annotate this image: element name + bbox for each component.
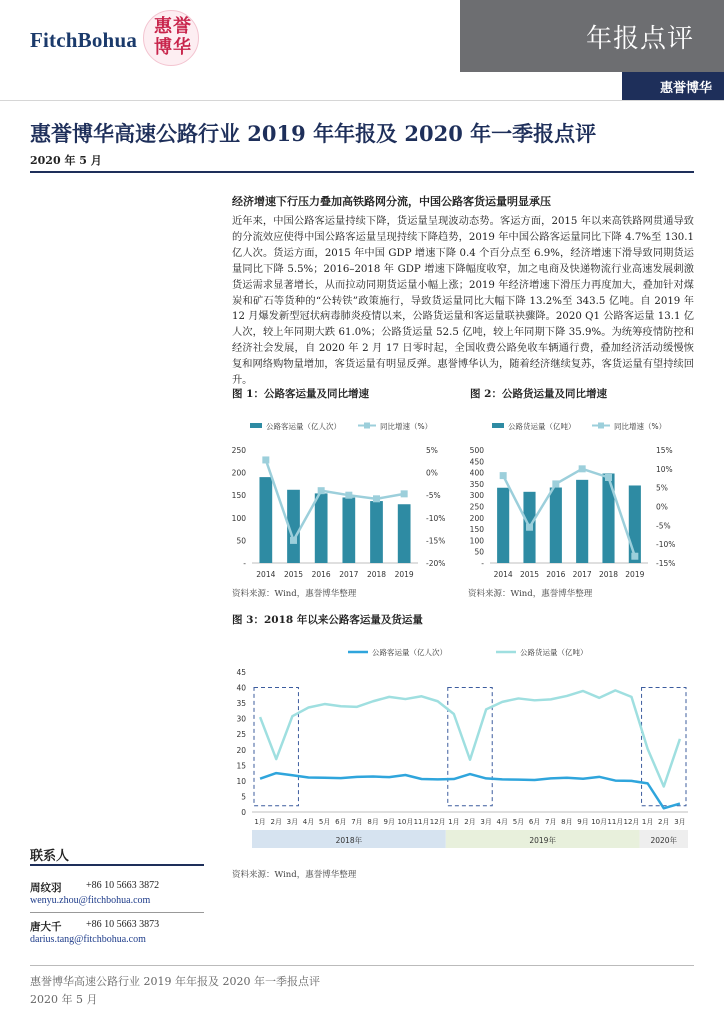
x-tick-label: 2019 — [625, 570, 645, 579]
y-left-tick-label: 400 — [469, 468, 484, 478]
legend-label: 公路货运量（亿吨） — [508, 422, 576, 431]
logo-char: 誉 — [173, 16, 191, 37]
x-tick-label: 1月 — [254, 818, 266, 826]
legend-marker — [598, 423, 604, 429]
footer-date: 2020 年 5 月 — [30, 993, 98, 1006]
bar — [398, 504, 411, 563]
legend-label: 同比增速（%） — [614, 422, 667, 431]
brand-name: 惠誉博华 — [659, 81, 712, 96]
logo-char: 华 — [173, 37, 191, 58]
x-tick-label: 2017 — [339, 570, 359, 579]
x-tick-label: 2016 — [311, 570, 331, 579]
contact-phone: +86 10 5663 3873 — [86, 919, 160, 930]
q1-highlight-box — [448, 688, 492, 806]
y-tick-label: 0 — [241, 808, 246, 817]
growth-point — [318, 487, 325, 494]
contact-email-link[interactable]: darius.tang@fitchbohua.com — [30, 934, 146, 945]
y-left-tick-label: 50 — [474, 547, 484, 557]
x-tick-label: 5月 — [512, 818, 525, 826]
footer-divider — [30, 965, 694, 966]
y-tick-label: 5 — [241, 792, 246, 802]
y-tick-label: 20 — [236, 745, 246, 755]
bar — [629, 485, 641, 563]
x-tick-label: 7月 — [351, 818, 363, 826]
growth-point — [579, 465, 586, 472]
header-bar — [0, 72, 724, 100]
y-tick-label: 15 — [236, 761, 246, 771]
figure-1-source: 资料来源：Wind，惠誉博华整理 — [232, 589, 357, 599]
x-tick-label: 12月 — [623, 818, 640, 826]
title-divider — [30, 171, 694, 173]
figure-2-title: 图 2：公路货运量及同比增速 — [470, 388, 607, 400]
growth-line — [266, 460, 404, 540]
y-left-tick-label: 300 — [469, 491, 484, 501]
y-left-tick-label: 250 — [231, 446, 246, 455]
x-tick-label: 7月 — [545, 818, 557, 826]
bar — [497, 488, 509, 563]
y-left-tick-label: 100 — [469, 536, 484, 546]
x-tick-label: 10月 — [591, 818, 608, 826]
x-tick-label: 10月 — [397, 818, 414, 826]
contact-phone: +86 10 5663 3872 — [86, 880, 160, 891]
year-label: 2019年 — [529, 836, 556, 845]
y-right-tick-label: -10% — [656, 540, 676, 550]
x-tick-label: 2019 — [394, 570, 414, 579]
bar — [370, 501, 383, 563]
growth-point — [401, 490, 408, 497]
x-tick-label: 8月 — [561, 818, 573, 826]
y-tick-label: 40 — [236, 683, 246, 693]
contact-name: 周纹羽 — [30, 882, 62, 894]
growth-point — [552, 480, 559, 487]
x-tick-label: 2月 — [464, 818, 476, 826]
bar — [342, 497, 355, 563]
growth-line — [503, 469, 635, 556]
y-right-tick-label: -5% — [656, 521, 671, 531]
x-tick-label: 6月 — [528, 818, 541, 826]
y-right-tick-label: 5% — [426, 446, 438, 455]
contact-name: 唐大千 — [30, 921, 62, 933]
y-tick-label: 10 — [236, 776, 246, 786]
x-tick-label: 2018 — [366, 570, 387, 579]
y-left-tick-label: 250 — [469, 502, 484, 512]
x-tick-label: 8月 — [367, 818, 379, 826]
logo-char: 博 — [154, 37, 172, 58]
y-right-tick-label: -5% — [426, 491, 441, 501]
header-banner — [460, 0, 724, 72]
y-tick-label: 30 — [236, 714, 246, 724]
x-tick-label: 3月 — [286, 818, 299, 826]
x-tick-label: 1月 — [448, 818, 460, 826]
x-tick-label: 4月 — [496, 818, 509, 826]
x-tick-label: 4月 — [302, 818, 315, 826]
document-date: 2020 年 5 月 — [30, 154, 102, 167]
bar — [576, 480, 588, 563]
contacts-divider — [30, 864, 204, 866]
year-label: 2018年 — [335, 836, 363, 845]
x-tick-label: 12月 — [429, 818, 446, 826]
figure-3-chart — [228, 640, 694, 856]
figure-2-source: 资料来源：Wind，惠誉博华整理 — [468, 589, 593, 599]
x-tick-label: 2018 — [598, 570, 619, 579]
y-left-tick-label: 450 — [469, 457, 484, 467]
y-left-tick-label: 500 — [469, 446, 484, 455]
x-tick-label: 6月 — [335, 818, 347, 826]
series-line — [260, 690, 680, 786]
y-left-tick-label: 50 — [236, 536, 246, 546]
figure-2-chart — [462, 414, 694, 584]
x-tick-label: 9月 — [383, 818, 395, 826]
x-tick-label: 5月 — [318, 818, 331, 826]
y-right-tick-label: -20% — [426, 559, 446, 568]
growth-point — [631, 553, 638, 560]
x-tick-label: 9月 — [577, 818, 589, 826]
y-left-tick-label: 150 — [469, 525, 484, 535]
y-left-tick-label: - — [481, 559, 484, 568]
x-tick-label: 11月 — [607, 818, 624, 826]
figure-1-title: 图 1：公路客运量及同比增速 — [232, 388, 369, 400]
year-label: 2020年 — [650, 836, 678, 845]
legend-swatch-bar — [492, 423, 504, 428]
y-left-tick-label: 100 — [231, 513, 246, 523]
x-tick-label: 11月 — [413, 818, 430, 826]
x-tick-label: 3月 — [480, 818, 492, 826]
contact-divider — [30, 912, 204, 913]
growth-point — [290, 537, 297, 544]
x-tick-label: 2014 — [256, 570, 276, 579]
y-right-tick-label: -10% — [426, 513, 446, 523]
growth-point — [262, 456, 269, 463]
x-tick-label: 2016 — [546, 570, 566, 579]
y-right-tick-label: -15% — [656, 559, 676, 568]
y-left-tick-label: 150 — [231, 491, 246, 501]
legend-label: 公路客运量（亿人次） — [266, 422, 341, 431]
bar — [259, 477, 272, 563]
growth-point — [345, 492, 352, 499]
legend-label: 公路客运量（亿人次） — [372, 648, 447, 657]
series-line — [260, 773, 680, 808]
fitchbohua-logo-badge — [143, 10, 199, 66]
brand-box — [622, 72, 724, 100]
bar — [550, 488, 562, 563]
legend-label: 同比增速（%） — [380, 422, 433, 431]
growth-point — [500, 472, 507, 479]
report-type-title: 年报点评 — [585, 24, 694, 54]
growth-point — [605, 474, 612, 481]
contacts-title: 联系人 — [30, 849, 70, 864]
growth-point — [373, 495, 380, 502]
y-right-tick-label: 0% — [656, 502, 668, 512]
y-tick-label: 45 — [236, 668, 246, 677]
y-left-tick-label: 200 — [231, 468, 246, 478]
figure-3-source: 资料来源：Wind，惠誉博华整理 — [232, 870, 357, 880]
x-tick-label: 2017 — [572, 570, 592, 579]
x-tick-label: 3月 — [674, 818, 686, 826]
section-heading: 经济增速下行压力叠加高铁路网分流，中国公路客货运量明显承压 — [232, 195, 551, 208]
y-right-tick-label: -15% — [426, 536, 446, 546]
figure-1-chart — [228, 414, 458, 584]
growth-point — [526, 524, 533, 531]
x-tick-label: 1月 — [641, 818, 654, 826]
logo-char: 惠 — [154, 16, 172, 37]
y-left-tick-label: 200 — [469, 513, 484, 523]
x-tick-label: 2015 — [519, 570, 540, 579]
x-tick-label: 2月 — [270, 818, 282, 826]
x-tick-label: 2014 — [493, 570, 513, 579]
footer-title: 惠誉博华高速公路行业 2019 年年报及 2020 年一季报点评 — [30, 975, 320, 988]
y-right-tick-label: 0% — [426, 468, 438, 478]
y-tick-label: 25 — [236, 730, 246, 740]
legend-marker — [364, 423, 370, 429]
q1-highlight-box — [254, 688, 298, 806]
y-left-tick-label: 350 — [469, 479, 484, 489]
y-right-tick-label: 10% — [656, 464, 673, 474]
legend-swatch-bar — [250, 423, 262, 428]
x-tick-label: 2月 — [658, 818, 670, 826]
document-title: 惠誉博华高速公路行业 2019 年年报及 2020 年一季报点评 — [30, 121, 597, 146]
y-tick-label: 35 — [236, 699, 246, 709]
body-paragraph: 近年来，中国公路客运量持续下降，货运量呈现波动态势。客运方面，2015 年以来高铁路网贯通导致的分流效应使得中国公路客运量呈现持续下降趋势，2019 年中国公路客运量同比下降 4.7%至 130.1 亿人次。货运方面，2015 年中国 GDP 增速下降 0.4 个百分点至 6.9%，经济增速下滑导致同期货运量同比下降 5.5%；2016–2018 年 GDP 增速下降幅度收窄，加之电商及快递物流行业高速发展刺激货运需求显著增长，从而拉动同期货运量小幅上涨；2019 年经济增速下滑压力再度加大，叠加针对煤炭和矿石等货种的“公转铁”政策施行，导致货运量同比大幅下降 13.2%至 343.5 亿吨。自 2019 年 12 月爆发新型冠状病毒肺炎疫情以来，公路货运量和客运量联袂骤降。2020 Q1 公路客运量 13.1 亿人次，较上年同期大跌 61.0%；公路货运量 52.5 亿吨，较上年同期下降 35.9%。为统筹疫情防控和经济社会发展，自 2020 年 2 月 17 日零时起，全国收费公路免收车辆通行费，叠加经济活动缓慢恢复和网络购物量增加，客货运量有明显反弹。惠誉博华认为，随着经济继续复苏，客货运量有望持续回升。 — [232, 216, 694, 387]
contact-email-link[interactable]: wenyu.zhou@fitchbohua.com — [30, 895, 151, 906]
y-left-tick-label: - — [243, 559, 246, 568]
figure-3-title: 图 3：2018 年以来公路客运量及货运量 — [232, 614, 423, 626]
bar — [315, 493, 328, 563]
fitchbohua-logo-text: FitchBohua — [30, 28, 138, 52]
y-right-tick-label: 15% — [656, 446, 673, 455]
x-tick-label: 2015 — [283, 570, 304, 579]
legend-label: 公路货运量（亿吨） — [520, 648, 588, 657]
y-right-tick-label: 5% — [656, 483, 668, 493]
